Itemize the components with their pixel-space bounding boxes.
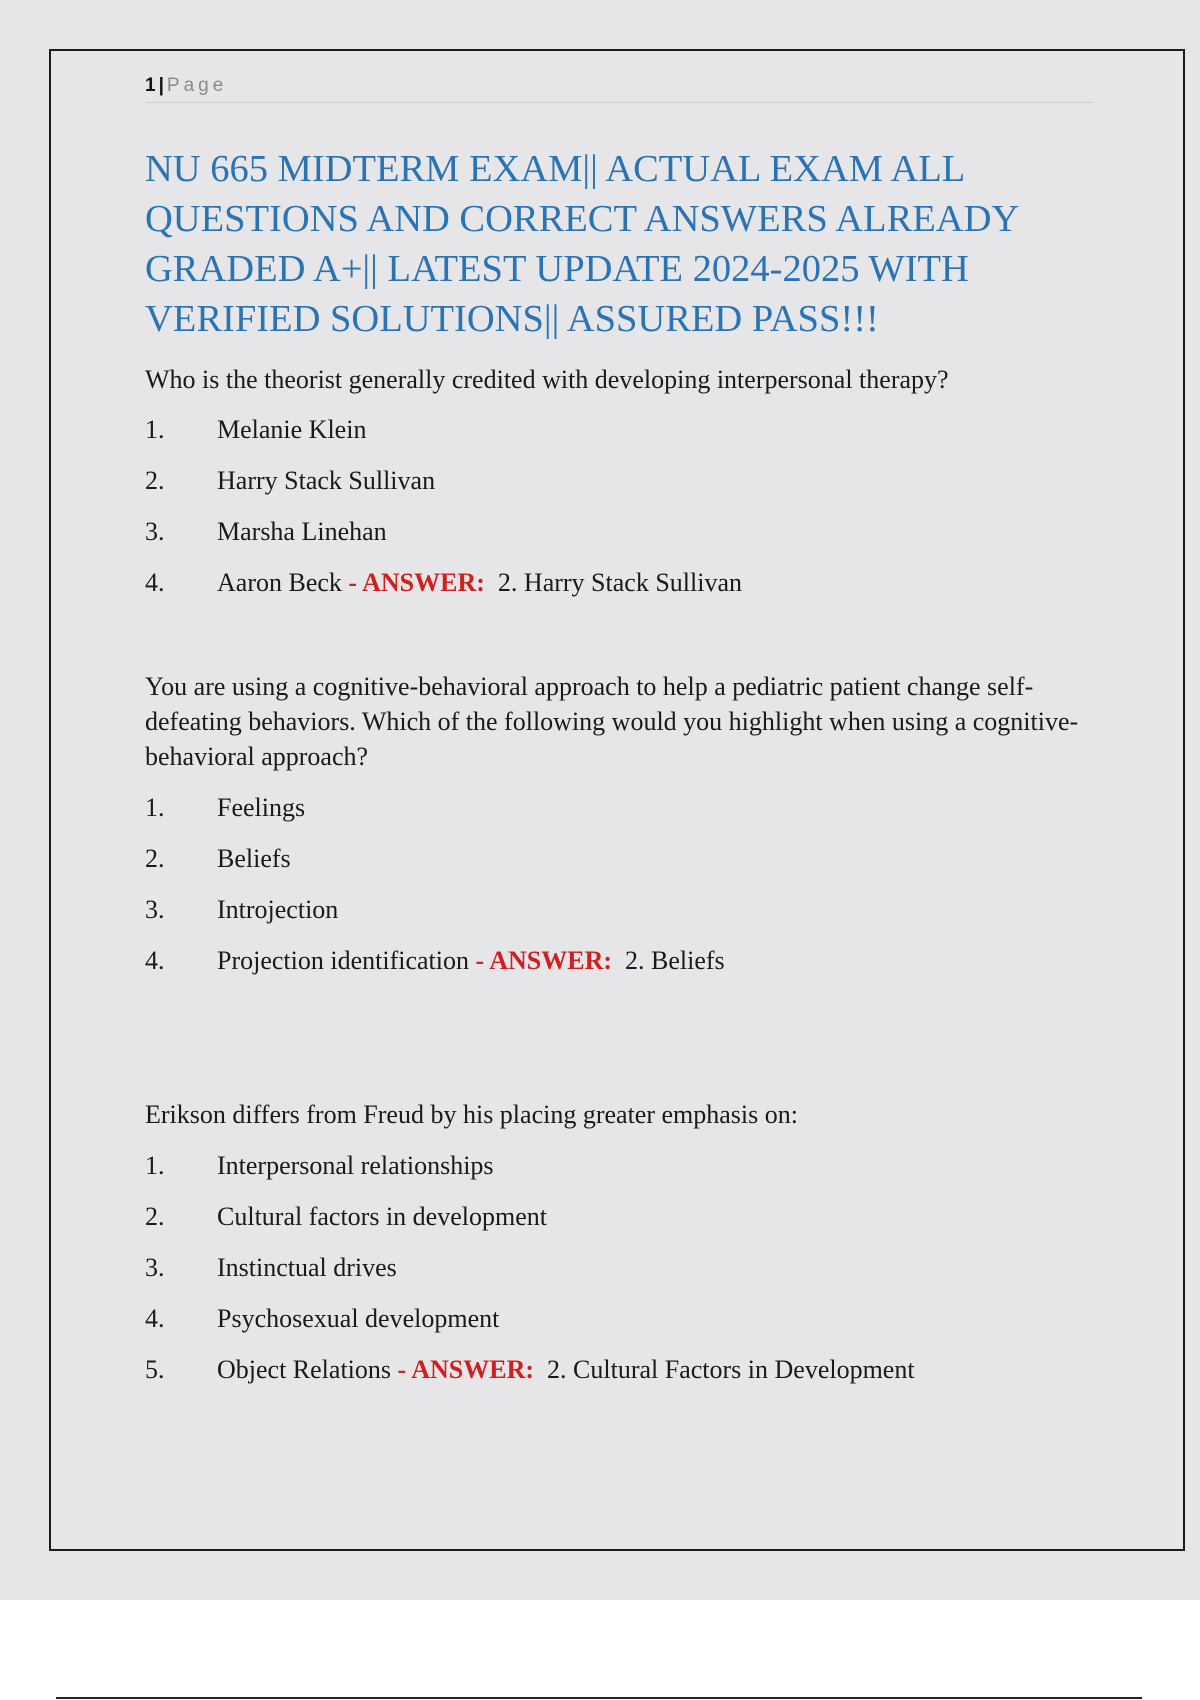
next-page-rule: [56, 1697, 1142, 1699]
option-text: Object Relations: [217, 1355, 392, 1384]
option-text: Aaron Beck: [217, 568, 342, 597]
option-number: 1.: [145, 415, 165, 444]
option-item: [145, 414, 1085, 465]
question-2-text: You are using a cognitive-behavioral approach to help a pediatric patient change self- defeating behaviors. Which of the following would you highlight when using a cognitive- behavioral approach?: [145, 672, 1079, 771]
option-item: [145, 1252, 1085, 1303]
option-text: Introjection: [217, 895, 339, 924]
option-text: Cultural factors in development: [217, 1202, 547, 1231]
answer-label: - ANSWER:: [475, 946, 613, 975]
option-item: [145, 1303, 1085, 1354]
question-3-text: Erikson differs from Freud by his placing greater emphasis on:: [145, 1100, 798, 1129]
option-item: [145, 1201, 1085, 1252]
option-item: [145, 1354, 1085, 1405]
option-text: Interpersonal relationships: [217, 1151, 494, 1180]
header-separator: |: [158, 75, 164, 96]
option-text: Feelings: [217, 793, 306, 822]
question-3-options: [145, 1150, 1085, 1405]
page-number: 1: [145, 75, 156, 96]
option-number: 2.: [145, 1202, 165, 1231]
option-text: Harry Stack Sullivan: [217, 466, 436, 495]
option-number: 4.: [145, 568, 165, 597]
question-2-options: [145, 792, 1085, 996]
answer-label: - ANSWER:: [397, 1355, 535, 1384]
option-item: [145, 792, 1085, 843]
option-text: Psychosexual development: [217, 1304, 500, 1333]
option-item: [145, 843, 1085, 894]
answer-text: 2. Harry Stack Sullivan: [497, 568, 742, 597]
answer-text: 2. Cultural Factors in Development: [547, 1355, 915, 1384]
question-1-text: Who is the theorist generally credited with developing interpersonal therapy?: [145, 365, 949, 394]
option-text: Beliefs: [217, 844, 291, 873]
option-number: 2.: [145, 844, 165, 873]
option-item: [145, 465, 1085, 516]
document-title: NU 665 MIDTERM EXAM|| ACTUAL EXAM ALL QUESTIONS AND CORRECT ANSWERS ALREADY GRADED A+|| LATEST UPDATE 2024-2025 WITH VERIFIED SOLUTIONS|| ASSURED PASS!!!: [145, 148, 1018, 340]
option-number: 2.: [145, 466, 165, 495]
option-item: [145, 516, 1085, 567]
page-header: [145, 74, 1093, 103]
option-number: 4.: [145, 946, 165, 975]
option-text: Melanie Klein: [217, 415, 367, 444]
question-1-options: [145, 414, 1085, 618]
option-item: [145, 894, 1085, 945]
option-item: [145, 567, 1085, 618]
answer-text: 2. Beliefs: [625, 946, 725, 975]
option-number: 3.: [145, 517, 165, 546]
option-item: [145, 1150, 1085, 1201]
option-number: 1.: [145, 1151, 165, 1180]
option-item: [145, 945, 1085, 996]
page-label: Page: [166, 75, 228, 96]
option-number: 4.: [145, 1304, 165, 1333]
option-number: 3.: [145, 895, 165, 924]
option-number: 5.: [145, 1355, 165, 1384]
option-number: 3.: [145, 1253, 165, 1282]
option-number: 1.: [145, 793, 165, 822]
option-text: Projection identification: [217, 946, 469, 975]
option-text: Marsha Linehan: [217, 517, 387, 546]
option-text: Instinctual drives: [217, 1253, 397, 1282]
answer-label: - ANSWER:: [348, 568, 485, 597]
